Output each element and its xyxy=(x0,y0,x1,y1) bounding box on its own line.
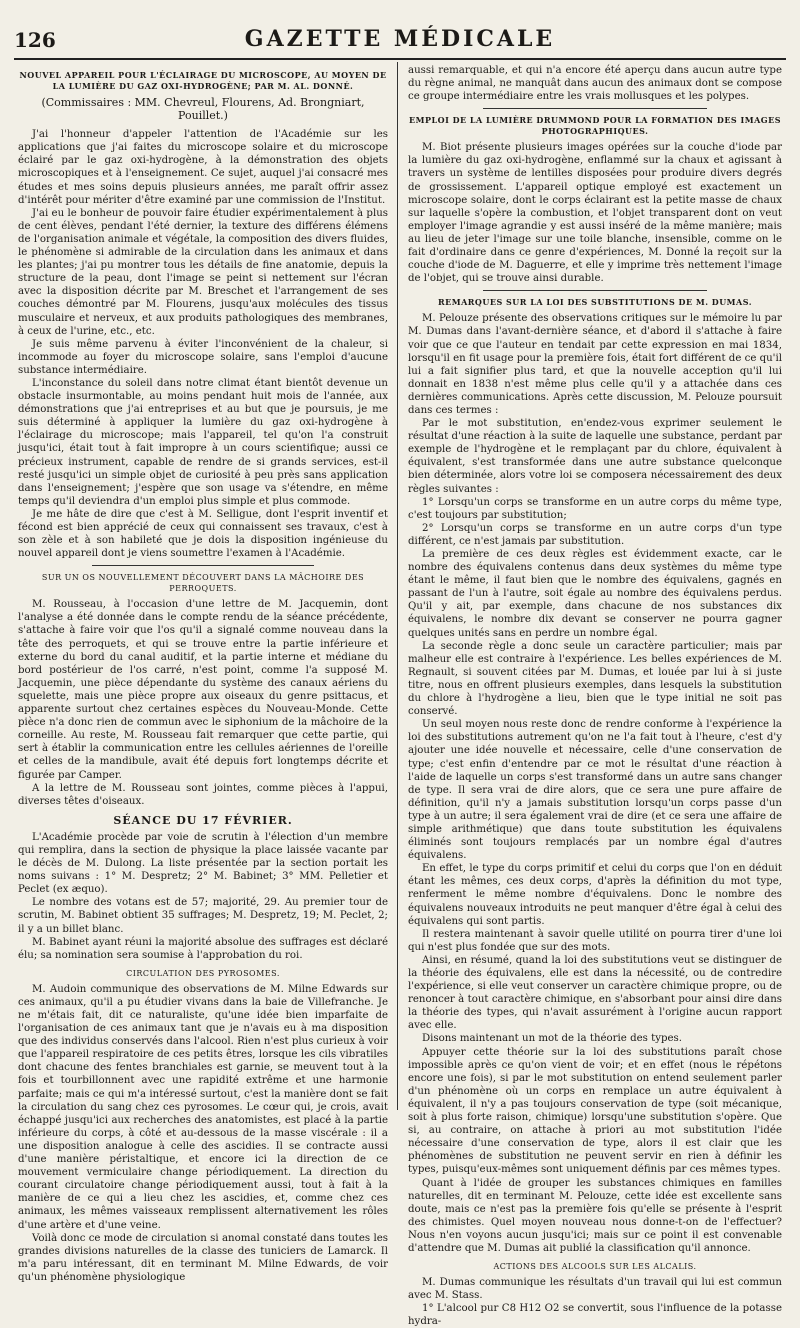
paragraph: M. Babinet ayant réuni la majorité absolue des suffrages est déclaré élu; sa nomination sera soumise à l'approbation du roi. xyxy=(18,936,388,961)
article-heading-microscope: NOUVEL APPAREIL POUR L'ÉCLAIRAGE DU MICROSCOPE, AU MOYEN DE LA LUMIÈRE DU GAZ OXI-HYDROGÈNE; PAR M. AL. DONNÉ. xyxy=(19,70,387,91)
paragraph: Par le mot substitution, en'endez-vous exprimer seulement le résultat d'une réaction à la suite de laquelle une substance, perdant par exemple de l'hydrogène et le remplaçant par du chlore, équivalent à équivalent, s'est transformée dans une autre substance quelconque bien déterminée, alors votre loi se composera nécessairement des deux règles suivantes : xyxy=(408,418,782,495)
paragraph: Je suis même parvenu à éviter l'inconvénient de la chaleur, si incommode au foyer du microscope solaire, sans l'emploi d'aucune substance intermédiaire. xyxy=(18,338,388,376)
paragraph: M. Dumas communique les résultats d'un travail qui lui est commun avec M. Stass. xyxy=(408,1277,782,1302)
paragraph: Je me hâte de dire que c'est à M. Selligue, dont l'esprit inventif et fécond est bien apprécié de ceux qui connaissent ses travaux, c'est à son zèle et à son habileté que je dois la disposition ingénieuse du nouvel appareil dont je viens soumettre l'examen à l'Académie. xyxy=(18,508,388,560)
paragraph: L'Académie procède par voie de scrutin à l'élection d'un membre qui remplira, dans la section de physique la place laissée vacante par le décès de M. Dulong. La liste présentée par la section portait les noms suivans : 1° M. Despretz; 2° M. Babinet; 3° MM. Pelletier et Peclet (ex æquo). xyxy=(18,831,388,896)
paragraph: L'inconstance du soleil dans notre climat étant bientôt devenue un obstacle insurmontable, au moins pendant huit mois de l'année, aux démonstrations que j'ai entreprises et au but que je poursuis, je me suis déterminé à appliquer la lumière du gaz oxi-hydrogène à l'éclairage du microscope; mais l'appareil, tel qu'on l'a construit jusqu'ici, était tout à fait impropre à un cours scientifique; aussi ce précieux instrument, capable de rendre de si grands services, est-il resté jusqu'ici un simple objet de curiosité à peu près sans application dans l'enseignement; j'espère que son usage va s'étendre, en même temps qu'il deviendra d'un emploi plus simple et plus commode. xyxy=(18,377,388,507)
article-heading-drummond: EMPLOI DE LA LUMIÈRE DRUMMOND POUR LA FORMATION DES IMAGES PHOTOGRAPHIQUES. xyxy=(409,115,781,137)
article-heading-alcools: ACTIONS DES ALCOOLS SUR LES ALCALIS. xyxy=(493,1262,697,1272)
paragraph: 1° Lorsqu'un corps se transforme en un autre corps du même type, c'est toujours par substitution; xyxy=(408,496,782,521)
paragraph: J'ai eu le bonheur de pouvoir faire étudier expérimentalement à plus de cent élèves, pendant l'été dernier, la texture des différens élémens de l'organisation animale et végétale, la composition des divers fluides, le phénomène si admirable de la circulation dans les animaux et dans les plantes; j'ai pu montrer tous les détails de fine anatomie, depuis la structure de la peau, dont l'image se peint si nettement sur l'écran avec la disposition décrite par M. Breschet et l'arrangement de ses couches démontré par M. Flourens, jusqu'aux molécules des tissus musculaire et nerveux, et aux produits pathologiques des membranes, à ceux de l'urine, etc., etc. xyxy=(18,207,388,337)
article-heading-pyrosomes: CIRCULATION DES PYROSOMES. xyxy=(126,968,280,978)
paragraph: Un seul moyen nous reste donc de rendre conforme à l'expérience la loi des substitutions autrement qu'on ne l'a fait tout à l'heure, c'est d'y ajouter une idée nouvelle et nécessaire, celle d'une conservation de type; c'est enfin d'entendre par ce mot le résultat d'une réaction à l'aide de laquelle un corps s'est transformé dans un autre sans changer de type. Il sera vrai de dire alors, que ce sera une pure affaire de définition, qu'il n'y a jamais substitution lorsqu'un corps passe d'un type à un autre; il sera également vrai de dire (et ce sera une affaire de simple arithmétique) que dans toute substitution les équivalens éliminés sont toujours remplacés par un nombre égal d'autres équivalens. xyxy=(408,719,782,862)
page-header xyxy=(14,18,786,52)
commission-line: (Commissaires : MM. Chevreul, Flourens, Ad. Brongniart, Pouillet.) xyxy=(41,96,365,123)
section-separator xyxy=(92,565,314,566)
paragraph: Le nombre des votans est de 57; majorité, 29. Au premier tour de scrutin, M. Babinet obtient 35 suffrages; M. Despretz, 19; M. Peclet, 2; il y a un billet blanc. xyxy=(18,897,388,935)
paragraph: La seconde règle a donc seule un caractère particulier; mais par malheur elle est contraire à l'expérience. Les belles expériences de M. Regnault, si souvent citées par M. Dumas, et louée par lui à si juste titre, nous en offrent plusieurs exemples, dans lesquels la substitution du chlore à l'hydrogène a lieu, bien que le type initial ne soit pas conservé. xyxy=(408,640,782,718)
paragraph: J'ai l'honneur d'appeler l'attention de l'Académie sur les applications que j'ai faites du microscope solaire et du microscope éclairé par le gaz oxi-hydrogène, à la démonstration des objets microscopiques et à l'enseignement. Ce sujet, auquel j'ai consacré mes études et mes soins depuis plusieurs années, me paraît offrir assez d'intérêt pour mériter d'être examiné par une commission de l'Institut. xyxy=(18,129,388,206)
paragraph: Il restera maintenant à savoir quelle utilité on pourra tirer d'une loi qui n'est plus fondée que sur des mots. xyxy=(408,928,782,953)
page-number: 126 xyxy=(14,28,56,52)
paragraph: aussi remarquable, et qui n'a encore été aperçu dans aucun autre type du règne animal, ne manquât dans aucun des animaux dont se compose ce groupe intermédiaire entre les vrais mollusques et les polypes. xyxy=(408,65,782,103)
section-separator xyxy=(483,108,707,109)
paragraph: 2° Lorsqu'un corps se transforme en un autre corps d'un type différent, ce n'est jamais par substitution. xyxy=(408,522,782,547)
paragraph: M. Audoin communique des observations de M. Milne Edwards sur ces animaux, qu'il a pu étudier vivans dans la baie de Villefranche. Je ne m'étais fait, dit ce naturaliste, qu'une idée bien imparfaite de l'organisation de ces animaux tant que je n'avais eu à ma disposition que des individus conservés dans l'alcool. Rien n'est plus curieux à voir que l'appareil respiratoire de ces petits êtres, lorsque les cils vibratiles dont chacune des fentes branchiales est garnie, se meuvent tout à la fois et tourbillonnent avec une rapidité extrême et une harmonie parfaite; mais ce qui m'a intéressé surtout, c'est la manière dont se fait la circulation du sang chez ces pyrosomes. Le cœur qui, je crois, avait échappé jusqu'ici aux recherches des anatomistes, est placé à la partie inférieure du corps, à côté et au-dessous de la masse viscérale : il a une disposition analogue à celle des ascidies. Il se contracte aussi d'une manière péristaltique, et encore ici la direction de ce mouvement vermiculaire change périodiquement. La direction du courant circulatoire change périodiquement aussi, tout à fait à la manière de ce qui a lieu chez les ascidies, et, comme chez ces animaux, les mêmes vaisseaux remplissent alternativement les rôles d'une artère et d'une veine. xyxy=(18,983,388,1231)
paragraph: M. Rousseau, à l'occasion d'une lettre de M. Jacquemin, dont l'analyse a été donnée dans le compte rendu de la séance précédente, s'attache à faire voir que l'os qu'il a signalé comme nouveau dans la tête des perroquets, et qui se trouve entre la partie inférieure et externe du bord du canal auditif, et la partie interne et médiane du bord postérieur de l'os carré, n'est point, comme l'a supposé M. Jacquemin, une pièce dépendante du système des canaux aériens du squelette, mais une pièce propre aux oiseaux du genre psittacus, et apparente surtout chez certaines espèces du Nouveau-Monde. Cette pièce n'a donc rien de commun avec le siphonium de la mâchoire de la corneille. Au reste, M. Rousseau fait remarquer que cette partie, qui sert à établir la communication entre les cellules aériennes de l'oreille et celles de la mandibule, avait été depuis fort longtemps décrite et figurée par Camper. xyxy=(18,599,388,781)
section-separator xyxy=(483,290,707,291)
left-column xyxy=(18,64,388,1283)
column-divider xyxy=(397,62,398,1110)
paragraph: Disons maintenant un mot de la théorie des types. xyxy=(422,1033,682,1045)
paragraph: M. Biot présente plusieurs images opérées sur la couche d'iode par la lumière du gaz oxi-hydrogène, enflammé sur la chaux et agissant à travers un système de lentilles disposées pour produire divers degrés de grossissement. L'appareil optique employé est exactement un microscope solaire, dont le corps éclairant est la petite masse de chaux sur laquelle s'opère la combustion, et l'objet transparent dont on veut employer l'image agrandie y est aussi inséré de la même manière; mais au lieu de jeter l'image sur une toile blanche, insensible, comme on le fait d'ordinaire dans ce genre d'expériences, M. Donné la reçoit sur la couche d'iode de M. Daguerre, et elle y imprime très nettement l'image de l'objet, qui se trouve ainsi durable. xyxy=(408,142,782,285)
article-heading-substitutions: REMARQUES SUR LA LOI DES SUBSTITUTIONS DE M. DUMAS. xyxy=(437,297,753,308)
paragraph: 1° L'alcool pur C8 H12 O2 se convertit, sous l'influence de la potasse hydra- xyxy=(408,1303,782,1328)
right-column xyxy=(408,64,782,1328)
paragraph: La première de ces deux règles est évidemment exacte, car le nombre des équivalens contenus dans deux systèmes du même type étant le même, il faut bien que le nombre des équivalens, gagnés en passant de l'un à l'autre, soit égale au nombre des équivalens perdus. Qu'il y ait, par exemple, dans chacune de nos substances dix équivalens, le nombre dix devant se conserver ne pourra gagner quelques unités sans en perdre un nombre égal. xyxy=(408,549,782,639)
paragraph: Voilà donc ce mode de circulation si anomal constaté dans toutes les grandes divisions naturelles de la classe des tuniciers de Lamarck. Il m'a paru intéressant, dit en terminant M. Milne Edwards, de voir qu'un phénomène physiologique xyxy=(18,1232,388,1283)
paragraph: En effet, le type du corps primitif et celui du corps que l'on en déduit étant les mêmes, ces deux corps, d'après la définition du mot type, renferment le même nombre d'équivalens. Donc le nombre des équivalens nouveaux introduits ne peut manquer d'être égal à celui des équivalens qui sont partis. xyxy=(408,863,782,927)
paragraph: A la lettre de M. Rousseau sont jointes, comme pièces à l'appui, diverses têtes d'oiseaux. xyxy=(18,782,388,807)
paragraph: Quant à l'idée de grouper les substances chimiques en familles naturelles, dit en terminant M. Pelouze, cette idée est excellente sans doute, mais ce n'est pas la première fois qu'elle se présente à l'esprit des chimistes. Quel moyen nouveau nous donne-t-on de l'effectuer? Nous n'en voyons aucun jusqu'ici; mais sur ce point il est convenable d'attendre que M. Dumas ait publié la classification qu'il annonce. xyxy=(408,1177,782,1254)
paragraph: Ainsi, en résumé, quand la loi des substitutions veut se distinguer de la théorie des équivalens, elle est dans la nécessité, ou de contredire l'expérience, si elle veut conserver un caractère chimique propre, ou de renoncer à tout caractère chimique, en s'absorbant pour ainsi dire dans la théorie des types, qui n'avait assurément à l'origine aucun rapport avec elle. xyxy=(408,954,782,1032)
article-heading-perroquets: SUR UN OS NOUVELLEMENT DÉCOUVERT DANS LA MÂCHOIRE DES PERROQUETS. xyxy=(41,573,365,594)
session-heading: SÉANCE DU 17 FÉVRIER. xyxy=(113,813,293,827)
paragraph: Appuyer cette théorie sur la loi des substitutions paraît chose impossible après ce qu'on vient de voir; et en effet (nous le répétons encore une fois), si par le mot substitution on entend seulement parler d'un phénomène où un corps en remplace un autre équivalent à équivalent, il n'y a pas toujours conservation de type (soit mécanique, soit à plus forte raison, chimique) lorsqu'une substitution s'opère. Que si, au contraire, on attache à priori au mot substitution l'idée nécessaire d'une conservation de type, alors il est clair que les phénomènes de substitution ne peuvent servir en rien à définir les types, puisqu'eux-mêmes sont uniquement définis par ces mêmes types. xyxy=(408,1046,782,1176)
header-rule xyxy=(14,58,786,60)
journal-title: GAZETTE MÉDICALE xyxy=(244,26,556,52)
paragraph: M. Pelouze présente des observations critiques sur le mémoire lu par M. Dumas dans l'avant-dernière séance, et d'abord il s'attache à faire voir que ce que l'auteur en tendait par cette expression en mai 1834, lorsqu'il en fit usage pour la première fois, était fort différent de ce qu'il lui a fait signifier plus tard, et que la nouvelle acception qu'il lui donnait en 1838 n'est même plus celle qu'il y a attachée dans ces dernières communications. Après cette discussion, M. Pelouze poursuit dans ces termes : xyxy=(408,313,782,416)
